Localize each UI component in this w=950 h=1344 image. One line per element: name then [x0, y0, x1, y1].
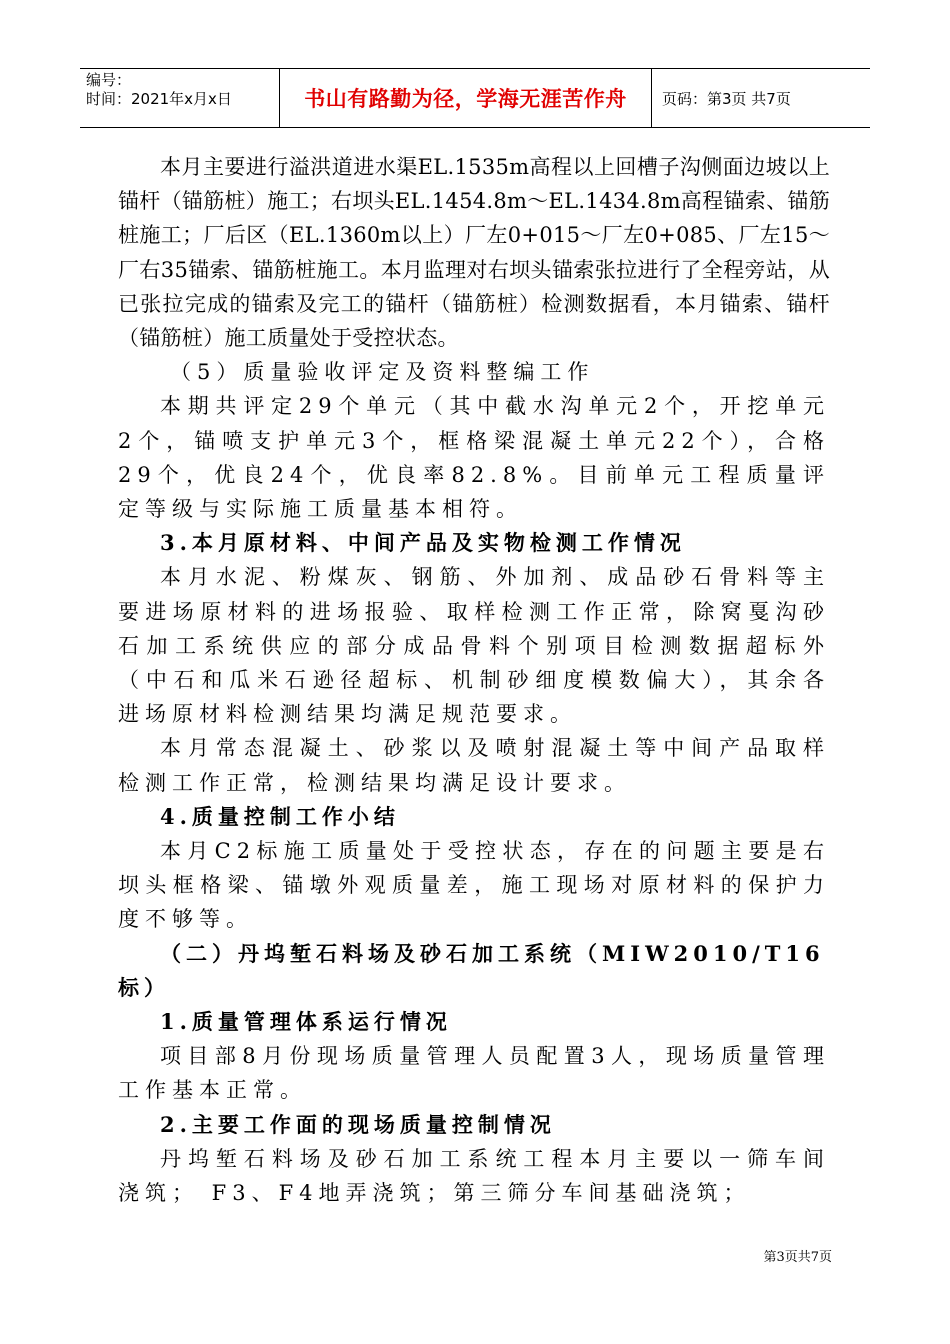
page-header	[80, 68, 870, 128]
paragraph-summary: 本月C2标施工质量处于受控状态，存在的问题主要是右坝头框格梁、锚墩外观质量差，施工现场对原材料的保护力度不够等。	[118, 839, 830, 932]
header-motto: 书山有路勤为径，学海无涯苦作舟	[280, 69, 652, 127]
paragraph-intermediate-products: 本月常态混凝土、砂浆以及喷射混凝土等中间产品取样检测工作正常，检测结果均满足设计要求。	[118, 736, 830, 795]
paragraph-anchor-construction: 本月主要进行溢洪道进水渠EL.1535m高程以上回槽子沟侧面边坡以上锚杆（锚筋桩）施工；右坝头EL.1454.8m～EL.1434.8m高程锚索、锚筋桩施工；厂后区（EL.1360m以上）厂左0+015～厂左0+085、厂左15～厂右35锚索、锚筋桩施工。本月监理对右坝头锚索张拉进行了全程旁站，从已张拉完成的锚索及完工的锚杆（锚筋桩）检测数据看，本月锚索、锚杆（锚筋桩）施工质量处于受控状态。	[118, 155, 830, 351]
document-time-label: 时间：2021年x月x日	[86, 90, 232, 108]
paragraph-site-work: 丹坞堑石料场及砂石加工系统工程本月主要以一筛车间浇筑； F3、F4地弄浇筑；第三筛分车间基础浇筑；	[118, 1146, 830, 1206]
subheading-quality-acceptance: （5）质量验收评定及资料整编工作	[170, 360, 595, 385]
heading-site-quality-control: 2.主要工作面的现场质量控制情况	[160, 1111, 556, 1137]
paragraph-staffing: 项目部8月份现场质量管理人员配置3人，现场质量管理工作基本正常。	[118, 1044, 830, 1103]
document-number-label: 编号：	[86, 71, 132, 89]
paragraph-unit-evaluation: 本期共评定29个单元（其中截水沟单元2个，开挖单元2个，锚喷支护单元3个，框格梁混凝土单元22个），合格29个，优良24个，优良率82.8%。目前单元工程质量评定等级与实际施工质量基本相符。	[118, 394, 830, 522]
document-body	[118, 150, 830, 1210]
header-meta	[80, 69, 280, 127]
header-page-number: 页码：第3页 共7页	[662, 89, 791, 108]
heading-quality-summary: 4.质量控制工作小结	[160, 803, 400, 829]
heading-material-testing: 3.本月原材料、中间产品及实物检测工作情况	[160, 530, 686, 556]
heading-section-two: （二）丹坞堑石料场及砂石加工系统（MIW2010/T16标）	[118, 940, 825, 1000]
page-footer: 第3页共7页	[763, 1250, 832, 1265]
heading-management-system: 1.质量管理体系运行情况	[160, 1009, 452, 1035]
paragraph-raw-materials: 本月水泥、粉煤灰、钢筋、外加剂、成品砂石骨料等主要进场原材料的进场报验、取样检测工作正常，除窝戛沟砂石加工系统供应的部分成品骨料个别项目检测数据超标外（中石和瓜米石逊径超标、机制砂细度模数偏大），其余各进场原材料检测结果均满足规范要求。	[118, 565, 830, 727]
